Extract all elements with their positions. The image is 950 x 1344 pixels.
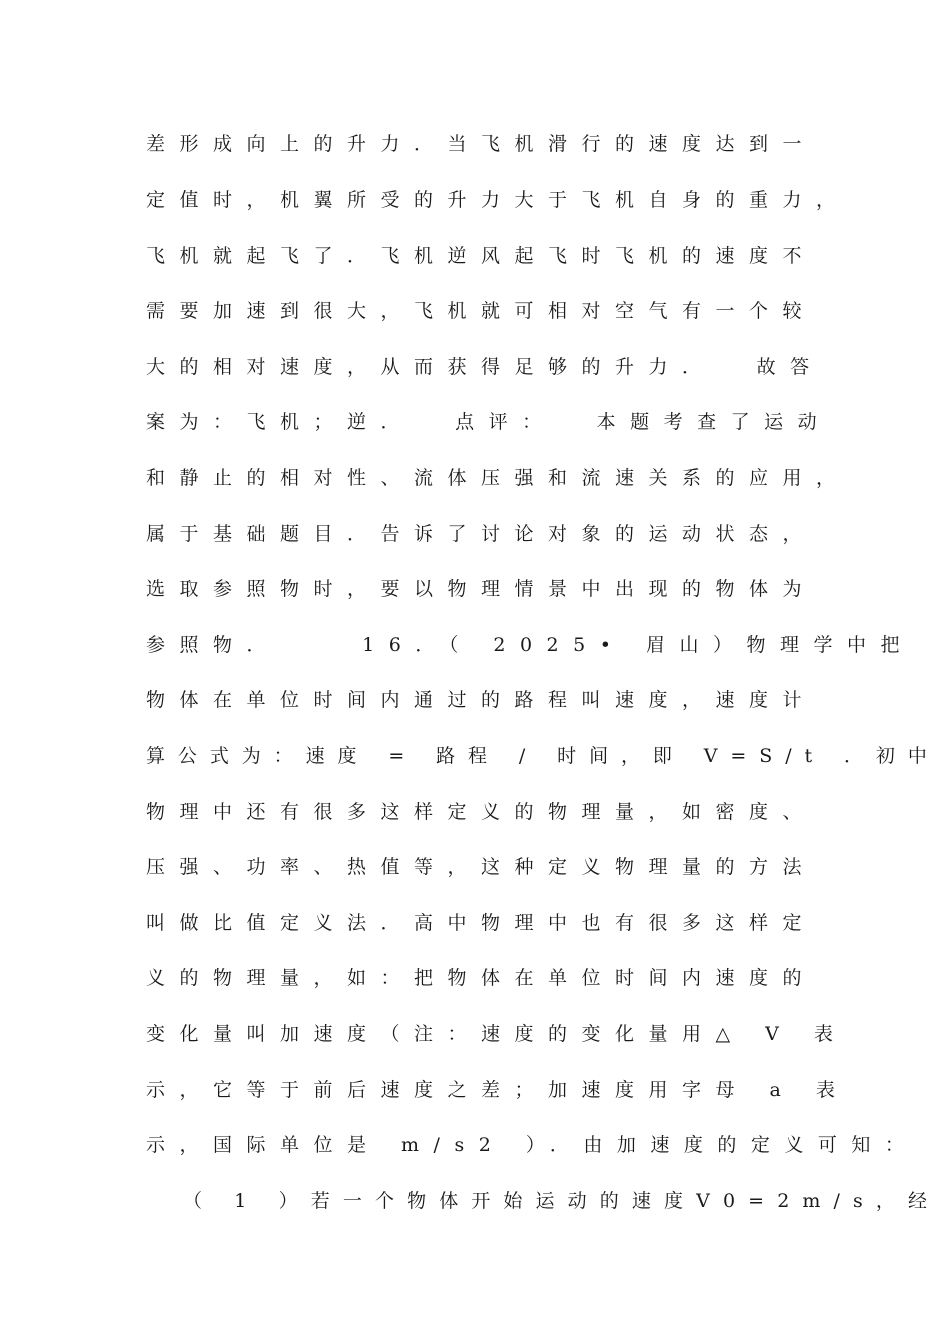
text-line: 物理中还有很多这样定义的物理量，如密度、 <box>146 801 817 823</box>
text-line: 定值时，机翼所受的升力大于飞机自身的重力， <box>146 189 850 211</box>
text-line: （ 1 ）若一个物体开始运动的速度V0=2m/s，经 <box>183 1190 941 1212</box>
text-line: 示，它等于前后速度之差；加速度用字母 a 表 <box>146 1079 850 1101</box>
text-line: 示，国际单位是 m/s2 ）．由加速度的定义可知： <box>146 1134 919 1156</box>
text-line: 飞机就起飞了．飞机逆风起飞时飞机的速度不 <box>146 245 817 267</box>
text-line: 选取参照物时，要以物理情景中出现的物体为 <box>146 578 817 600</box>
text-line: 大的相对速度，从而获得足够的升力． 故答 <box>146 356 824 378</box>
text-line: 需要加速到很大，飞机就可相对空气有一个较 <box>146 300 817 322</box>
text-line: 压强、功率、热值等，这种定义物理量的方法 <box>146 856 817 878</box>
text-line: 变化量叫加速度（注：速度的变化量用△ V 表 <box>146 1023 848 1045</box>
text-line: 物体在单位时间内通过的路程叫速度，速度计 <box>146 689 817 711</box>
text-line: 和静止的相对性、流体压强和流速关系的应用， <box>146 467 850 489</box>
text-line: 参照物． 16．（ 2025• 眉山）物理学中把 <box>146 634 914 656</box>
text-line: 案为：飞机；逆． 点评： 本题考查了运动 <box>146 411 832 433</box>
text-line: 算公式为：速度 = 路程 / 时间，即 V=S/t ．初中 <box>146 745 940 767</box>
text-line: 叫做比值定义法．高中物理中也有很多这样定 <box>146 912 817 934</box>
text-line: 义的物理量，如：把物体在单位时间内速度的 <box>146 967 817 989</box>
text-line: 差形成向上的升力．当飞机滑行的速度达到一 <box>146 133 817 155</box>
text-line: 属于基础题目．告诉了讨论对象的运动状态， <box>146 523 817 545</box>
